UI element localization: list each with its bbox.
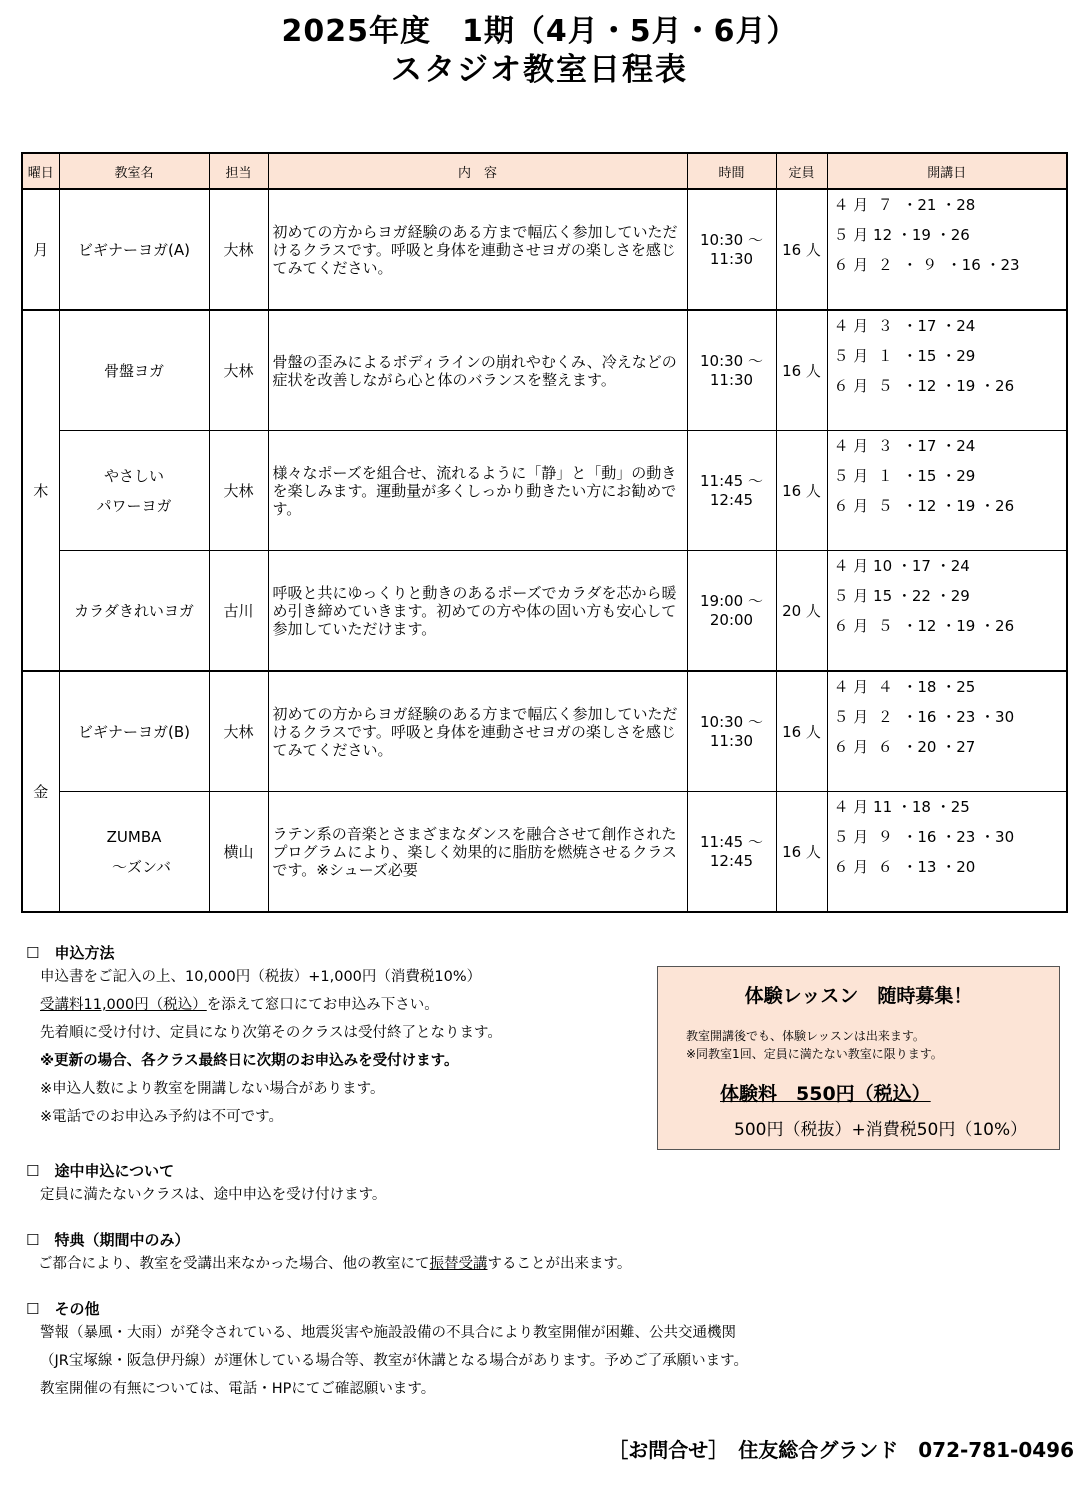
date-line: ４ 月 10 ・17 ・24 <box>833 557 970 575</box>
fee-text: 受講料11,000円（税込） <box>40 997 207 1013</box>
description: 初めての方からヨガ経験のある方まで幅広く参加していただけるクラスです。呼吸と身体を連動させヨガの楽しさを感じてみてください。 <box>268 189 687 310</box>
time-start: 10:30 ～ <box>700 230 763 249</box>
class-name <box>59 551 209 672</box>
capacity: 16 人 <box>776 792 827 913</box>
table-row <box>22 671 1067 792</box>
date-line: ５ 月 １ ・15 ・29 <box>833 347 976 365</box>
day-cell-fri: 金 <box>22 671 59 912</box>
benefit-line <box>26 1250 631 1278</box>
date-line: ４ 月 ３ ・17 ・24 <box>833 317 976 335</box>
class-name <box>59 310 209 431</box>
date-line: ５ 月 １ ・15 ・29 <box>833 467 976 485</box>
time-end: 11:30 <box>709 731 754 750</box>
class-name <box>59 189 209 310</box>
table-row <box>22 551 1067 672</box>
trial-note: 教室開講後でも、体験レッスンは出来ます。 <box>686 1029 925 1043</box>
description: 呼吸と共にゆっくりと動きのあるポーズでカラダを芯から暖め引き締めていきます。初めての方や体の固い方も安心して参加していただけます。 <box>268 551 687 672</box>
teacher: 大林 <box>209 671 268 792</box>
class-name-line: カラダきれいヨガ <box>74 601 194 620</box>
contact-info: ［お問合せ］ 住友総合グランド 072-781-0496 <box>608 1438 1074 1462</box>
date-line: ５ 月 15 ・22 ・29 <box>833 587 970 605</box>
teacher: 大林 <box>209 189 268 310</box>
benefit-underlined: 振替受講 <box>429 1256 488 1272</box>
class-name <box>59 671 209 792</box>
day-cell-mon: 月 <box>22 189 59 310</box>
midway-heading: ☐ 途中申込について <box>26 1162 175 1180</box>
date-line: ４ 月 ３ ・17 ・24 <box>833 437 976 455</box>
apply-section <box>26 942 502 1131</box>
benefit-pre: ご都合により、教室を受講出来なかった場合、他の教室にて <box>38 1256 430 1272</box>
header-teacher: 担当 <box>209 153 268 189</box>
time-start: 19:00 ～ <box>700 591 763 610</box>
header-content: 内 容 <box>268 153 687 189</box>
description: 様々なポーズを組合せ、流れるように「静」と「動」の動きを楽しみます。運動量が多くしっかり動きたい方にお勧めです。 <box>268 431 687 551</box>
date-line: ６ 月 ５ ・12 ・19 ・26 <box>833 497 1015 515</box>
page-title-line1: 2025年度 1期（4月・5月・6月） <box>281 14 798 49</box>
capacity: 16 人 <box>776 671 827 792</box>
apply-line: ※申込人数により教室を開講しない場合があります。 <box>40 1081 385 1097</box>
midway-section <box>26 1160 386 1209</box>
other-section <box>26 1298 748 1403</box>
date-line: ６ 月 ５ ・12 ・19 ・26 <box>833 617 1015 635</box>
date-line: ６ 月 ２ ・ ９ ・16 ・23 <box>833 256 1020 274</box>
dates <box>827 671 1067 792</box>
time-start: 10:30 ～ <box>700 712 763 731</box>
time-end: 11:30 <box>709 370 754 389</box>
time <box>687 551 776 672</box>
class-name-line: 骨盤ヨガ <box>103 361 164 380</box>
date-line: ６ 月 ５ ・12 ・19 ・26 <box>833 377 1015 395</box>
date-line: ６ 月 ６ ・20 ・27 <box>833 738 976 756</box>
trial-note: ※同教室1回、定員に満たない教室に限ります。 <box>686 1047 943 1061</box>
benefit-heading: ☐ 特典（期間中のみ） <box>26 1231 190 1249</box>
capacity: 16 人 <box>776 189 827 310</box>
time-start: 11:45 ～ <box>700 832 763 851</box>
day-cell-thu: 木 <box>22 310 59 671</box>
description: ラテン系の音楽とさまざまなダンスを融合させて創作されたプログラムにより、楽しく効果的に脂肪を燃焼させるクラスです。※シューズ必要 <box>268 792 687 913</box>
table-row <box>22 431 1067 551</box>
time <box>687 431 776 551</box>
table-row <box>22 792 1067 913</box>
benefit-section <box>26 1229 631 1278</box>
class-name-line: ビギナーヨガ(A) <box>78 240 190 259</box>
time-end: 12:45 <box>709 851 754 870</box>
midway-line: 定員に満たないクラスは、途中申込を受け付けます。 <box>40 1187 387 1203</box>
other-line: （JR宝塚線・阪急伊丹線）が運休している場合等、教室が休講となる場合があります。予めご了承願います。 <box>40 1353 749 1369</box>
trial-title: 体験レッスン 随時募集！ <box>744 985 973 1007</box>
date-line: ５ 月 ９ ・16 ・23 ・30 <box>833 828 1015 846</box>
description: 骨盤の歪みによるボディラインの崩れやむくみ、冷えなどの症状を改善しながら心と体のバランスを整えます。 <box>268 310 687 431</box>
table-row <box>22 310 1067 431</box>
table-row <box>22 189 1067 310</box>
description: 初めての方からヨガ経験のある方まで幅広く参加していただけるクラスです。呼吸と身体を連動させヨガの楽しさを感じてみてください。 <box>268 671 687 792</box>
date-line: ４ 月 ４ ・18 ・25 <box>833 678 976 696</box>
class-name <box>59 431 209 551</box>
other-line: 警報（暴風・大雨）が発令されている、地震災害や施設設備の不具合により教室開催が困難、公共交通機関 <box>40 1325 736 1341</box>
time-end: 12:45 <box>709 490 754 509</box>
apply-line: 申込書をご記入の上、10,000円（税抜）+1,000円（消費税10%） <box>40 969 482 985</box>
apply-line <box>26 991 502 1019</box>
date-line: ４ 月 ７ ・21 ・28 <box>833 196 976 214</box>
teacher: 横山 <box>209 792 268 913</box>
dates <box>827 551 1067 672</box>
date-line: ５ 月 ２ ・16 ・23 ・30 <box>833 708 1015 726</box>
time <box>687 310 776 431</box>
benefit-post: することが出来ます。 <box>487 1256 632 1272</box>
schedule-table <box>21 152 1068 913</box>
class-name-line: パワーヨガ <box>96 496 172 515</box>
other-line: 教室開催の有無については、電話・HPにてご確認願います。 <box>40 1381 436 1397</box>
class-name-line: ビギナーヨガ(B) <box>78 722 190 741</box>
time <box>687 792 776 913</box>
page-title-line2: スタジオ教室日程表 <box>391 52 688 88</box>
header-class: 教室名 <box>59 153 209 189</box>
apply-line: 先着順に受け付け、定員になり次第そのクラスは受付終了となります。 <box>40 1025 502 1041</box>
header-capacity: 定員 <box>776 153 827 189</box>
trial-lesson-box <box>657 966 1060 1150</box>
dates <box>827 431 1067 551</box>
dates <box>827 792 1067 913</box>
other-heading: ☐ その他 <box>26 1300 100 1318</box>
time-end: 11:30 <box>709 249 754 268</box>
teacher: 大林 <box>209 310 268 431</box>
date-line: ５ 月 12 ・19 ・26 <box>833 226 970 244</box>
time <box>687 189 776 310</box>
capacity: 20 人 <box>776 551 827 672</box>
teacher: 古川 <box>209 551 268 672</box>
trial-fee: 体験料 550円（税込） <box>720 1083 931 1105</box>
apply-heading: ☐ 申込方法 <box>26 944 115 962</box>
class-name-line: やさしい <box>103 466 164 485</box>
header-day: 曜日 <box>22 153 59 189</box>
apply-line-rest: を添えて窓口にてお申込み下さい。 <box>206 997 439 1013</box>
time-start: 10:30 ～ <box>700 351 763 370</box>
table-header-row <box>22 153 1067 189</box>
trial-fee-detail: 500円（税抜）+消費税50円（10%） <box>734 1120 1028 1140</box>
time <box>687 671 776 792</box>
apply-line-bold: ※更新の場合、各クラス最終日に次期のお申込みを受付けます。 <box>40 1053 459 1069</box>
date-line: ６ 月 ６ ・13 ・20 <box>833 858 976 876</box>
dates <box>827 310 1067 431</box>
time-start: 11:45 ～ <box>700 471 763 490</box>
header-dates: 開講日 <box>827 153 1067 189</box>
class-name-line: ～ズンバ <box>97 857 171 876</box>
header-time: 時間 <box>687 153 776 189</box>
time-end: 20:00 <box>709 610 754 629</box>
apply-line: ※電話でのお申込み予約は不可です。 <box>40 1109 283 1125</box>
class-name <box>59 792 209 913</box>
dates <box>827 189 1067 310</box>
capacity: 16 人 <box>776 310 827 431</box>
date-line: ４ 月 11 ・18 ・25 <box>833 798 970 816</box>
teacher: 大林 <box>209 431 268 551</box>
class-name-line: ZUMBA <box>106 827 162 846</box>
capacity: 16 人 <box>776 431 827 551</box>
